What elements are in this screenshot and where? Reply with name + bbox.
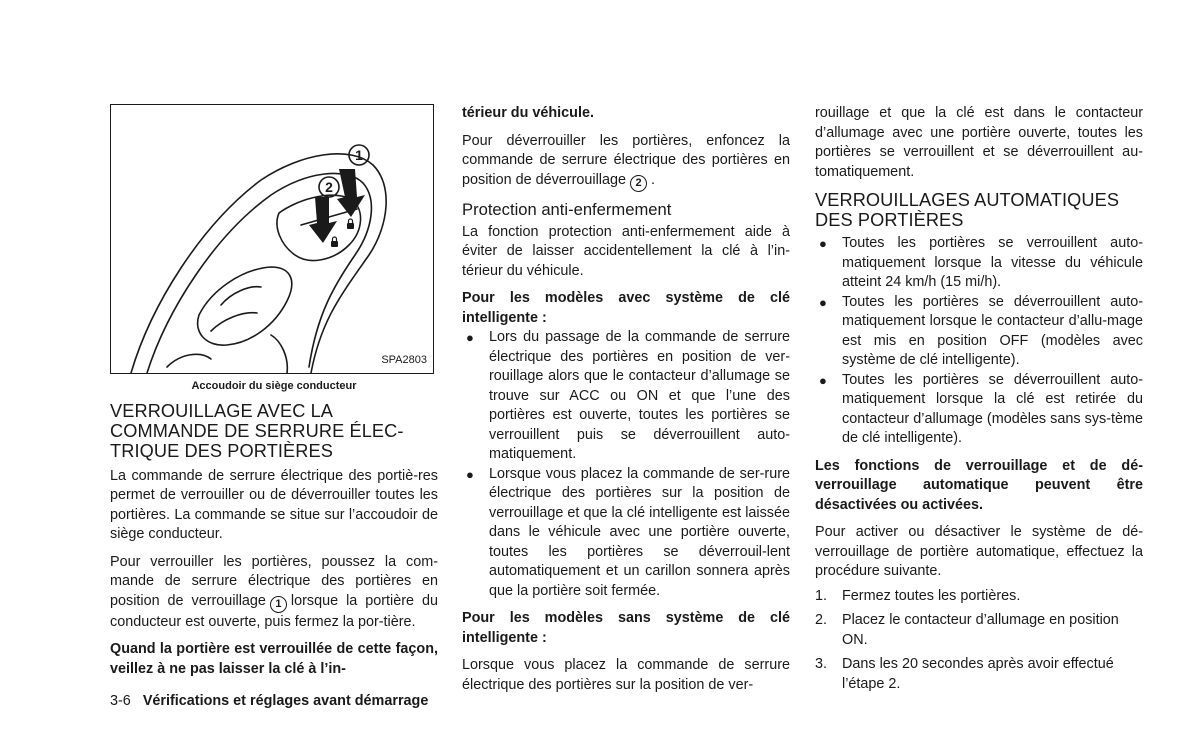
bold-label: Les fonctions de verrouillage et de dé-verrouillage automatique peuvent être désactivées ou activées. — [815, 457, 1143, 513]
figure-code: SPA2803 — [381, 353, 427, 366]
page-number: 3-6 — [110, 693, 131, 709]
heading-line: VERROUILLAGE AVEC LA — [110, 400, 334, 421]
text-run: lorsque la portière du conducteur est ouverte, puis fermez la por-tière. — [110, 592, 438, 630]
numbered-list — [815, 587, 1143, 695]
column-2 — [462, 104, 790, 695]
column-3 — [815, 104, 1143, 699]
warning-paragraph-cont: térieur du véhicule. — [462, 105, 594, 121]
warning-paragraph: Quand la portière est verrouillée de cette façon, veillez à ne pas laisser la clé à l’in- — [110, 641, 438, 677]
section-heading-auto-lock — [815, 190, 1143, 230]
list-item — [815, 293, 1143, 371]
list-item — [815, 587, 1143, 607]
list-item-text: Lors du passage de la commande de serrure électrique des portières en position de ver-rouillage alors que le contacteur d’allumage se trouve sur ACC ou ON et que l’une des portières est ouverte, toutes les portières se verrouillent puis se déverrouillent auto-matiquement. — [489, 329, 790, 462]
step-text: Placez le contacteur d’allumage en position ON. — [842, 612, 1119, 648]
paragraph: Lorsque vous placez la commande de serrure électrique des portières sur la position de ver- — [462, 657, 790, 693]
bullet-icon: ● — [819, 236, 827, 251]
bullet-icon: ● — [466, 330, 474, 345]
circled-number-1: 1 — [270, 596, 287, 613]
column-1 — [110, 104, 438, 679]
step-text: Fermez toutes les portières. — [842, 587, 1021, 604]
paragraph: rouillage et que la clé est dans le contacteur d’allumage avec une portière ouverte, toutes les portières se verrouillent et se déverrouillent au-tomatiquement. — [815, 105, 1143, 180]
bullet-icon: ● — [819, 294, 827, 310]
callout-2: 2 — [325, 179, 333, 195]
step-number: 1. — [815, 587, 828, 604]
circled-number-2: 2 — [630, 175, 647, 192]
step-number: 3. — [815, 656, 828, 672]
list-item-text: Toutes les portières se verrouillent auto-matiquement lorsque la vitesse du véhicule atteint 24 km/h (15 mi/h). — [842, 235, 1143, 290]
step-number: 2. — [815, 612, 828, 628]
list-item-text: Toutes les portières se déverrouillent auto-matiquement lorsque la clé est retirée du contacteur d’allumage (modèles sans sys-tème de clé intelligente). — [842, 371, 1143, 446]
bullet-list — [462, 328, 790, 601]
bold-label: Pour les modèles avec système de clé intelligente : — [462, 290, 790, 326]
heading-line: COMMANDE DE SERRURE ÉLEC- — [110, 420, 404, 441]
bullet-icon: ● — [819, 372, 827, 388]
list-item-text: Lorsque vous placez la commande de ser-rure électrique des portières sur la position de verrouillage et que la clé intelligente est laissée dans le véhicule avec une portière ouverte, toutes les portières se déverrouil-lent automatiquement et un carillon sonnera après que la portière soit fermée. — [489, 465, 790, 599]
step-text: Dans les 20 secondes après avoir effectué l’étape 2. — [842, 656, 1114, 692]
paragraph: La commande de serrure électrique des portiè-res permet de verrouiller ou de déverrouiller toutes les portières. La commande se situe sur l’accoudoir de siège conducteur. — [110, 467, 438, 542]
list-item-text: Toutes les portières se déverrouillent auto-matiquement lorsque le contacteur d’allu-mage est mis en position OFF (modèles avec système de clé intelligente). — [842, 293, 1143, 368]
paragraph: La fonction protection anti-enfermement aide à éviter de laisser accidentellement la clé à l’in-térieur du véhicule. — [462, 223, 790, 279]
paragraph-lock-instructions — [110, 553, 438, 633]
list-item — [462, 465, 790, 602]
figure-caption: Accoudoir du siège conducteur — [191, 380, 357, 392]
subheading-anti-lockout: Protection anti-enfermement — [462, 199, 672, 219]
text-run: Pour verrouiller les portières, poussez la com-mande de serrure électrique des portières en position de verrouillage — [110, 553, 438, 609]
text-run: . — [651, 171, 656, 188]
heading-line: TRIQUE DES PORTIÈRES — [110, 440, 333, 461]
list-item — [815, 611, 1143, 650]
text-run: Pour déverrouiller les portières, enfoncez la commande de serrure électrique des portières en position de déverrouillage — [462, 132, 790, 188]
heading-line: VERROUILLAGES AUTOMATIQUES — [815, 190, 1120, 210]
list-item — [815, 655, 1143, 694]
callout-1: 1 — [355, 147, 363, 163]
section-heading-power-lock — [110, 401, 438, 461]
bullet-icon: ● — [466, 466, 474, 482]
paragraph: Pour activer ou désactiver le système de dé-verrouillage de portière automatique, effectuez la procédure suivante. — [815, 524, 1143, 579]
section-title: Vérifications et réglages avant démarrage — [142, 693, 429, 709]
bullet-list — [815, 234, 1143, 449]
bold-label: Pour les modèles sans système de clé intelligente : — [462, 610, 790, 646]
armrest-figure — [110, 104, 434, 374]
list-item — [462, 328, 790, 465]
heading-line: DES PORTIÈRES — [815, 210, 964, 230]
list-item — [815, 234, 1143, 293]
page-footer — [110, 693, 428, 709]
armrest-illustration — [111, 105, 434, 374]
list-item — [815, 371, 1143, 449]
paragraph-unlock-instructions — [462, 132, 790, 192]
